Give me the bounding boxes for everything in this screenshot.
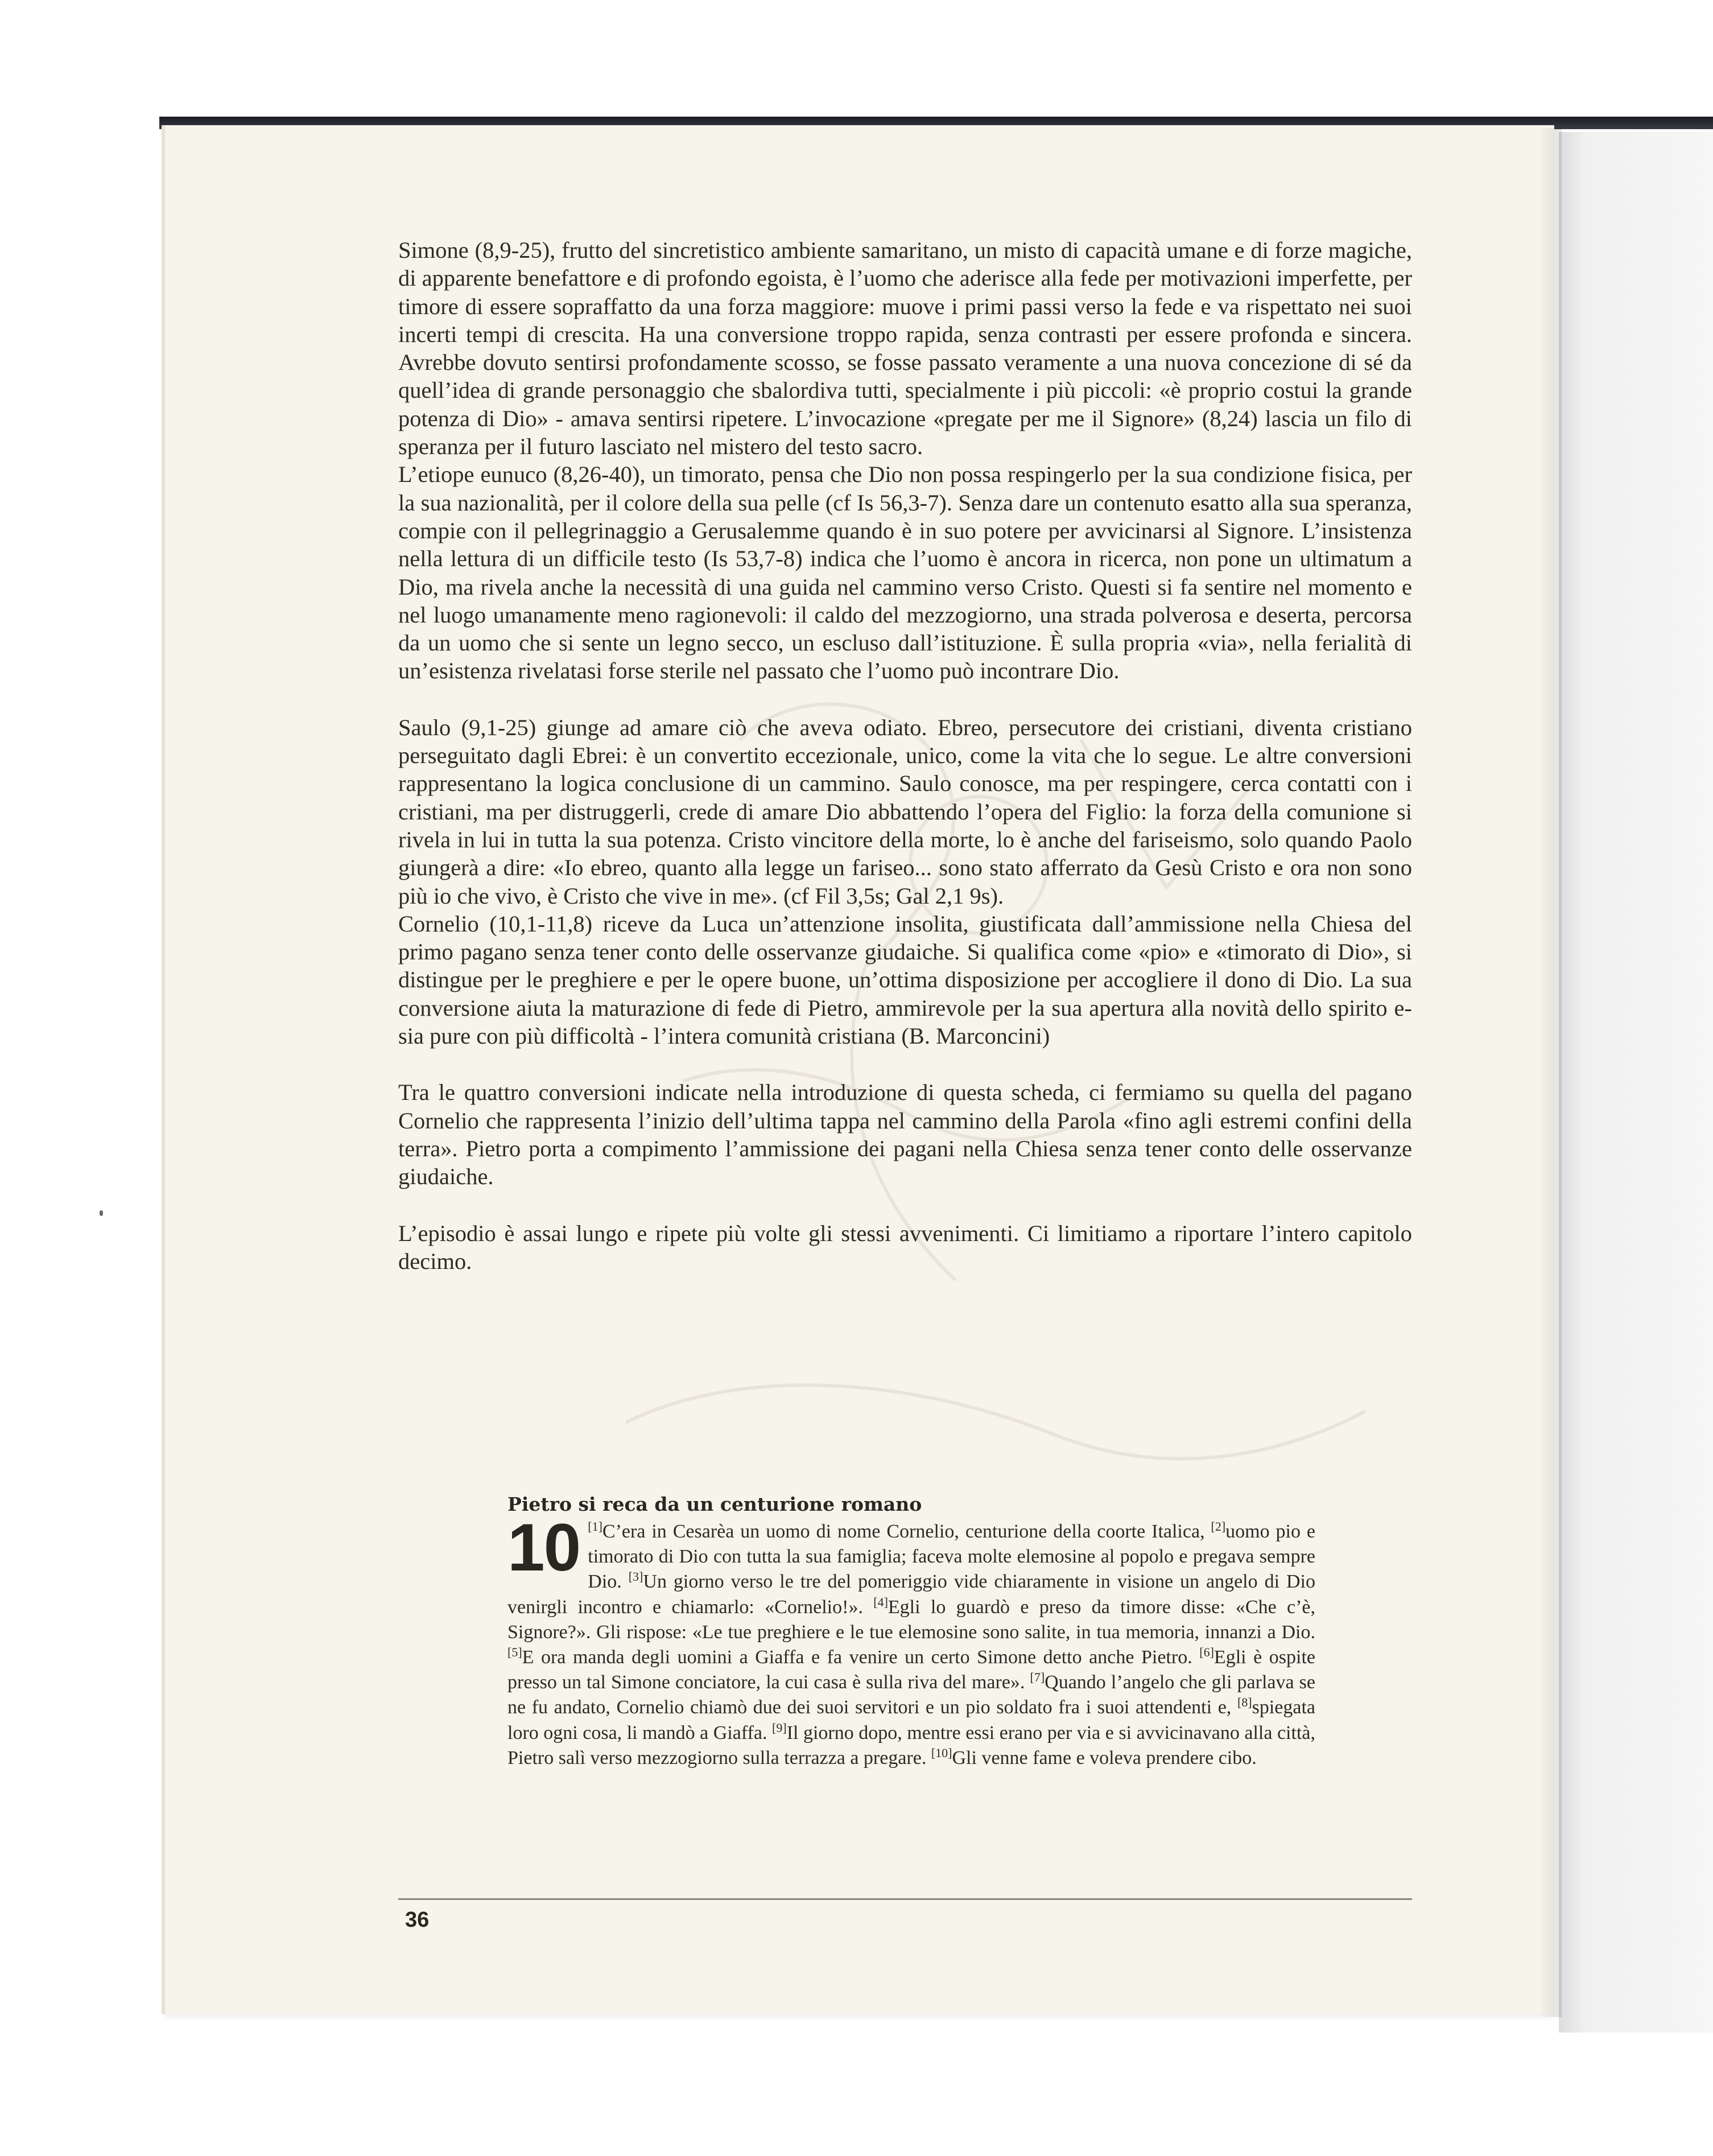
verse: [3]Un giorno verso le tre del pomeriggio vide chiaramente in visione un angelo di Dio venirgli incontro e chiamarlo: «Cornelio!». <box>507 1569 1315 1618</box>
facing-page <box>1559 132 1713 2033</box>
scripture-excerpt <box>507 1492 1315 1771</box>
paragraph-quattro-conversioni: Tra le quattro conversioni indicate nella introduzione di questa scheda, ci fermiamo su quella del pagano Cornelio che rappresenta l’inizio dell’ultima tappa nel cammino della Parola «fino agli estremi confini della terra». Pietro porta a compimento l’ammissione dei pagani nella Chiesa senza tener conto delle osservanze giudaiche. <box>398 1079 1412 1190</box>
footer-rule <box>398 1898 1412 1900</box>
verse: [2]uomo pio e timorato di Dio con tutta la sua famiglia; faceva molte elemosine al popolo e pregava sempre Dio. <box>588 1519 1316 1593</box>
verse: [5]E ora manda degli uomini a Giaffa e fa venire un certo Simone detto anche Pietro. <box>507 1645 1200 1668</box>
verse: [9]Il giorno dopo, mentre essi erano per via e si avvicinavano alla città, Pietro salì verso mezzogiorno sulla terrazza a pregare. <box>507 1720 1315 1769</box>
page-number: 36 <box>405 1908 430 1932</box>
verse: [6]Egli è ospite presso un tal Simone conciatore, la cui casa è sulla riva del mare». <box>507 1645 1316 1693</box>
article-body <box>398 236 1412 1275</box>
excerpt-heading: Pietro si reca da un centurione romano <box>507 1493 922 1515</box>
verse: [1]C’era in Cesarèa un uomo di nome Cornelio, centurione della coorte Italica, <box>588 1519 1211 1542</box>
verse: [4]Egli lo guardò e preso da timore disse: «Che c’è, Signore?». Gli rispose: «Le tue preghiere e le tue elemosine sono salite, in tua memoria, innanzi a Dio. <box>507 1594 1315 1643</box>
paragraph-cornelio: Cornelio (10,1-11,8) riceve da Luca un’attenzione insolita, giustificata dall’ammissione nella Chiesa del primo pagano senza tener conto delle osservanze giudaiche. Si qualifica come «pio» e «timorato di Dio», si distingue per le preghiere e per le opere buone, un’ottima disposizione per accogliere il dono di Dio. La sua conversione aiuta la maturazione di fede di Pietro, ammirevole per la sua apertura alla novità dello spirito e- sia pure con più difficoltà - l’intera comunità cristiana (B. Marconcini) <box>398 910 1412 1049</box>
paragraph-episodio: L’episodio è assai lungo e ripete più volte gli stessi avvenimenti. Ci limitiamo a riportare l’intero capitolo decimo. <box>398 1220 1412 1274</box>
paragraph-saulo: Saulo (9,1-25) giunge ad amare ciò che aveva odiato. Ebreo, persecutore dei cristiani, diventa cristiano perseguitato dagli Ebrei: è un convertito eccezionale, unico, come la vita che lo segue. Le altre conversioni rappresentano la logica conclusione di un cammino. Saulo conosce, ma per respingere, cerca contatti con i cristiani, ma per distruggerli, crede di amare Dio abbattendo l’opera del Figlio: la forza della comunione si rivela in lui in tutta la sua potenza. Cristo vincitore della morte, lo è anche del fariseismo, solo quando Paolo giungerà a dire: «Io ebreo, quanto alla legge un fariseo... sono stato afferrato da Gesù Cristo e ora non sono più io che vivo, è Cristo che vive in me». (cf Fil 3,5s; Gal 2,1 9s). <box>398 714 1412 909</box>
gutter-shadow <box>1539 128 1562 2017</box>
verse: [10]Gli venne fame e voleva prendere cibo. <box>931 1745 1257 1769</box>
paragraph-simone: Simone (8,9-25), frutto del sincretistico ambiente samaritano, un misto di capacità umane e di forze magiche, di apparente benefattore e di profondo egoista, è l’uomo che aderisce alla fede per motivazioni imperfette, per timore di essere sopraffatto da una forza maggiore: muove i primi passi verso la fede e va rispettato nei suoi incerti tempi di crescita. Ha una conversione troppo rapida, senza contrasti per essere profonda e sincera. Avrebbe dovuto sentirsi profondamente scosso, se fosse passato veramente a una nuova concezione di sé da quell’idea di grande personaggio che sbalordiva tutti, specialmente i più piccoli: «è proprio costui la grande potenza di Dio» - amava sentirsi ripetere. L’invocazione «pregate per me il Signore» (8,24) lascia un filo di speranza per il futuro lasciato nel mistero del testo sacro. <box>398 237 1412 460</box>
verse-block <box>507 1510 1316 1771</box>
paragraph-etiope: L’etiope eunuco (8,26-40), un timorato, pensa che Dio non possa respingerlo per la sua condizione fisica, per la sua nazionalità, per il colore della sua pelle (cf Is 56,3-7). Senza dare un contenuto esatto alla sua speranza, compie con il pellegrinaggio a Gerusalemme quando è in suo potere per avvicinarsi al Signore. L’insistenza nella lettura di un difficile testo (Is 53,7-8) indica che l’uomo è ancora in ricerca, non pone un ultimatum a Dio, ma rivela anche la necessità di una guida nel cammino verso Cristo. Questi si fa sentire nel momento e nel luogo umanamente meno ragionevoli: il caldo del mezzogiorno, una strada polverosa e deserta, percorsa da un uomo che si sente un legno secco, un escluso dall’istituzione. È sulla propria «via», nella ferialità di un’esistenza rivelatasi forse sterile nel passato che l’uomo può incontrare Dio. <box>398 461 1412 684</box>
chapter-number: 10 <box>507 1510 580 1585</box>
verse: [8]spiegata loro ogni cosa, li mandò a Giaffa. <box>507 1695 1315 1743</box>
verse: [7]Quando l’angelo che gli parlava se ne fu andato, Cornelio chiamò due dei suoi servitori e un pio soldato fra i suoi attendenti e, <box>507 1670 1315 1718</box>
scan-speck <box>100 1210 103 1216</box>
